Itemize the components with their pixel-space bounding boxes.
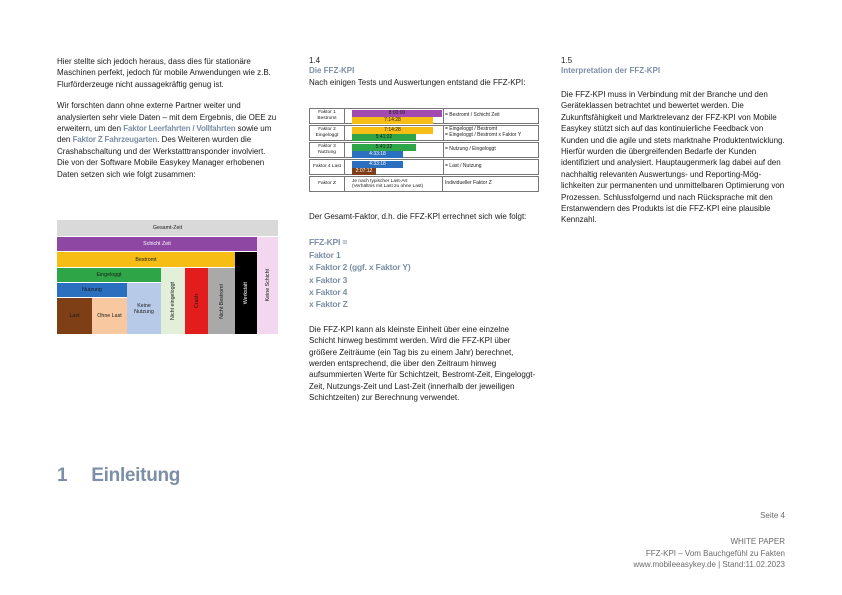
bar-eingeloggt: 5:41:22: [352, 134, 416, 141]
bar-nutzung: 4:33:18: [352, 151, 403, 158]
section-title: Interpretation der FFZ-KPI: [561, 66, 661, 75]
footer: [633, 536, 785, 571]
text: . Des Weiteren wurden die Crashabschaltung und der Werkstatttransponder involviert.: [57, 135, 266, 156]
text: Die von der Software Mobile Easykey Manager erhobenen Daten setzen sich wie folgt zusammen:: [57, 158, 265, 179]
text: = Eingeloggt / Bestromt x Faktor Y: [445, 132, 522, 138]
bar-last: 2:07:12: [352, 168, 376, 175]
bar-eingeloggt: 5:41:22: [352, 144, 416, 151]
text: = Bestromt / Schicht Zeit: [445, 112, 500, 119]
kpi-bars: [344, 143, 444, 157]
kpi-bars: [344, 160, 444, 174]
chapter-title: Einleitung: [91, 465, 181, 486]
highlight-text: Faktor Leerfahrten / Vollfahrten: [123, 124, 236, 134]
footer-line: WHITE PAPER: [730, 537, 785, 546]
time-breakdown-diagram: [57, 220, 278, 334]
nicht-bestromt-block: [208, 268, 235, 334]
gesamt-zeit-block: Gesamt-Zeit: [57, 220, 278, 236]
text: Wir forschten dann ohne externe Partner weiter und analysierten sehr viele Daten – mit dem Ergebnis, die OEE zu erweitern, um den: [57, 101, 277, 134]
kpi-description: [445, 109, 540, 123]
paragraph: Nach einigen Tests und Auswertungen entstand die FFZ-KPI:: [309, 78, 526, 87]
kpi-label: Faktor 4 Last: [310, 160, 345, 174]
kpi-bars: [344, 109, 444, 123]
chapter-number: 1: [57, 465, 68, 486]
ohne-last-block: Ohne Last: [92, 298, 127, 334]
label: Crash: [193, 293, 200, 309]
column-2-lower: [309, 211, 537, 414]
kpi-label: Faktor 2 Eingeloggt: [310, 126, 345, 140]
crash-block: [185, 268, 208, 334]
text: sowie um den: [57, 124, 272, 145]
last-block: Last: [57, 298, 92, 334]
text: = Last / Nutzung: [445, 163, 482, 170]
werkstatt-block: [235, 252, 257, 334]
paragraph: Die FFZ-KPI muss in Verbindung mit der Branche und den Geräteklassen betrachtet und bewertet werden. Die Zukunftsfähigkeit und Marktrelevanz der FFZ-KPI von Mobile Easykey stützt sich auf das kontinuierliche Feedback von Kunden und die agile und stets marktnahe Produktentwicklung. Hierfür wurden die übergreifenden Bedarfe der Kunden identifiziert und analysiert. Hauptaugenmerk lag dabei auf den nachhaltig relevanten Auswertungs- und Reporting-Möglichkeiten zur permanenten und unmittelbaren Optimierung von Prozessen. Schlussfolgernd und nach Rücksprache mit den Erstanwendern des Produkts ist die FFZ-KPI eine plausible Kennzahl.: [561, 90, 785, 225]
formula-line: x Faktor 3: [309, 274, 348, 285]
formula: [309, 236, 537, 310]
column-1: [57, 56, 282, 190]
kpi-bars: [344, 126, 444, 140]
bar-nutzung: 4:33:18: [352, 161, 403, 168]
kpi-row: [309, 159, 539, 175]
footer-line: FFZ-KPI – Vom Bauchgefühl zu Fakten: [645, 548, 785, 558]
kpi-row: [309, 108, 539, 124]
label: Nicht eingeloggt: [170, 282, 176, 320]
section-number: 1.5: [561, 56, 573, 65]
footer-line: www.mobileeasykey.de | Stand:11.02.2023: [633, 560, 785, 569]
kpi-label: Faktor 1 Bestromt: [310, 109, 345, 123]
bestromt-block: Bestromt: [57, 252, 235, 267]
column-2: [309, 56, 537, 98]
formula-line: x Faktor 2 (ggf. x Faktor Y): [309, 262, 411, 273]
bar-bestromt: 7:14:28: [352, 117, 433, 124]
keine-schicht-block: [257, 237, 278, 334]
kpi-description: [445, 143, 540, 157]
text: (Verhältnis mit Last zu ohne Last): [352, 184, 424, 190]
label: Werkstatt: [243, 281, 249, 305]
text: Je nach typischer Last-Art: [352, 179, 408, 184]
bar-bestromt: 7:14:28: [352, 127, 433, 134]
kpi-description: [445, 177, 540, 191]
paragraph: Der Gesamt-Faktor, d.h. die FFZ-KPI errechnet sich wie folgt:: [309, 212, 527, 221]
formula-line: FFZ-KPI =: [309, 237, 348, 248]
formula-line: x Faktor Z: [309, 299, 348, 310]
paragraph: [57, 100, 282, 180]
kpi-description: [445, 160, 540, 174]
label: Nicht Bestromt: [218, 283, 225, 319]
keine-nutzung-block: Keine Nutzung: [127, 283, 161, 334]
highlight-text: Faktor Z Fahrzeugarten: [72, 135, 158, 145]
text: = Eingeloggt / Bestromt: [445, 126, 498, 133]
kpi-table: [309, 108, 539, 193]
eingeloggt-block: Eingeloggt: [57, 268, 161, 282]
paragraph: Hier stellte sich jedoch heraus, dass dies für stationäre Maschinen perfekt, jedoch für mobile Anwendungen wie z.B. Flurförderzeuge nicht aussagekräftig genug ist.: [57, 57, 271, 89]
kpi-row: [309, 142, 539, 158]
kpi-label: Faktor 3 Nutzung: [310, 143, 345, 157]
kpi-bars: [344, 177, 443, 191]
formula-line: Faktor 1: [309, 249, 341, 260]
formula-line: x Faktor 4: [309, 287, 348, 298]
section-title: Die FFZ-KPI: [309, 66, 355, 75]
paragraph: Die FFZ-KPI kann als kleinste Einheit über eine einzelne Schicht hinweg bestimmt werden. Wird die FFZ-KPI über größere Zeiträume (ein Tag bis zu einem Jahr) berechnet, werden entsprechend, die über den Zeitraum hinweg aufsummierten Werte für Schichtzeit, Bestromt-Zeit, Eingeloggt-Zeit, Nutzungs-Zeit und Last-Zeit (innerhalb der jeweiligen Schichtzeiten) zur Berechnung verwendet.: [309, 324, 536, 403]
nicht-eingeloggt-block: [161, 268, 185, 334]
kpi-description: [445, 126, 540, 140]
bar-schicht: 8:00:00: [352, 110, 442, 117]
kpi-label: Faktor Z: [310, 177, 345, 191]
chapter-heading: [57, 465, 180, 487]
kpi-row: [309, 125, 539, 141]
label: Keine Schicht: [264, 269, 271, 302]
page-number: Seite 4: [760, 511, 785, 520]
schicht-zeit-block: Schicht Zeit: [57, 237, 257, 251]
text: = Nutzung / Eingeloggt: [445, 146, 496, 153]
nutzung-block: Nutzung: [57, 283, 127, 297]
kpi-row: [309, 176, 539, 192]
column-3: [561, 56, 786, 236]
section-number: 1.4: [309, 56, 321, 65]
text: Individueller Faktor Z: [445, 180, 492, 187]
